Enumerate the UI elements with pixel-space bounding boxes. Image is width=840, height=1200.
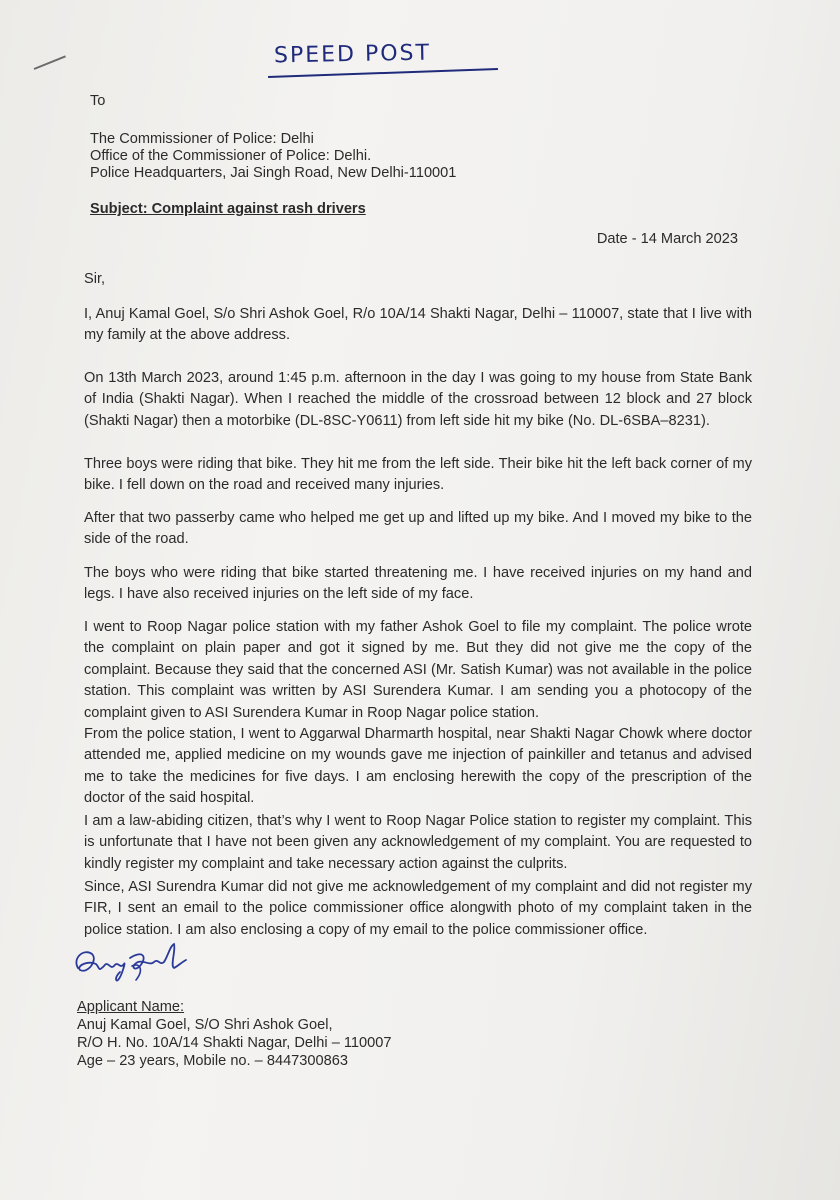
applicant-line-2: R/O H. No. 10A/14 Shakti Nagar, Delhi – 110007 <box>77 1035 392 1051</box>
letter-date: Date - 14 March 2023 <box>596 231 738 247</box>
paragraph-law-abiding: I am a law-abiding citizen, that’s why I went to Roop Nagar Police station to register my complaint. This is unfortunate that I have not been given any acknowledgement of my complaint. You are requested to kindly register my complaint and take necessary action against the culprits. <box>84 813 752 872</box>
handwritten-signature <box>70 936 190 986</box>
pen-stroke-mark <box>34 55 66 70</box>
speed-post-stamp <box>268 38 500 82</box>
subject-line: Subject: Complaint against rash drivers <box>90 201 366 217</box>
salutation: Sir, <box>84 271 106 287</box>
paragraph-email: Since, ASI Surendra Kumar did not give me acknowledgement of my complaint and did not register my FIR, I sent an email to the police commissioner office alongwith photo of my complaint taken in the police station. I am also enclosing a copy of my email to the police commissioner office. <box>84 879 752 938</box>
paragraph-threats: The boys who were riding that bike started threatening me. I have received injuries on my hand and legs. I have also received injuries on the left side of my face. <box>84 565 752 603</box>
recipient-line-1: The Commissioner of Police: Delhi <box>90 131 314 147</box>
paragraph-passerby: After that two passerby came who helped me get up and lifted up my bike. And I moved my bike to the side of the road. <box>84 510 752 548</box>
speed-post-underline <box>268 68 498 78</box>
paragraph-intro: I, Anuj Kamal Goel, S/o Shri Ashok Goel, R/o 10A/14 Shakti Nagar, Delhi – 110007, state that I live with my family at the above address. <box>84 306 752 344</box>
recipient-line-3: Police Headquarters, Jai Singh Road, New Delhi-110001 <box>90 165 457 181</box>
applicant-name-label: Applicant Name: <box>77 999 185 1015</box>
applicant-line-3: Age – 23 years, Mobile no. – 8447300863 <box>77 1053 348 1069</box>
recipient-line-2: Office of the Commissioner of Police: Delhi. <box>90 148 372 164</box>
paragraph-incident: On 13th March 2023, around 1:45 p.m. afternoon in the day I was going to my house from State Bank of India (Shakti Nagar). When I reached the middle of the crossroad between 12 block and 27 block (Shakti Nagar) then a motorbike (DL-8SC-Y0611) from left side hit my bike (No. DL-6SBA–8231). <box>84 370 752 429</box>
speed-post-text: SPEED POST <box>273 40 432 69</box>
paragraph-hospital: From the police station, I went to Aggarwal Dharmarth hospital, near Shakti Nagar Chowk where doctor attended me, applied medicine on my wounds gave me injection of painkiller and tetanus and advised me to take the medicines for five days. I am enclosing herewith the copy of the prescription of the doctor of the said hospital. <box>84 726 752 807</box>
to-label: To <box>90 93 106 109</box>
applicant-line-1: Anuj Kamal Goel, S/O Shri Ashok Goel, <box>77 1017 333 1033</box>
paragraph-police-station: I went to Roop Nagar police station with my father Ashok Goel to file my complaint. The police wrote the complaint on plain paper and got it signed by me. But they did not give me the copy of the complaint. Because they said that the concerned ASI (Mr. Satish Kumar) was not available in the police station. This complaint was written by ASI Surendera Kumar. I am sending you a photocopy of the complaint given to ASI Surendera Kumar in Roop Nagar police station. <box>84 619 752 721</box>
paragraph-riders: Three boys were riding that bike. They hit me from the left side. Their bike hit the left back corner of my bike. I fell down on the road and received many injuries. <box>84 456 752 494</box>
